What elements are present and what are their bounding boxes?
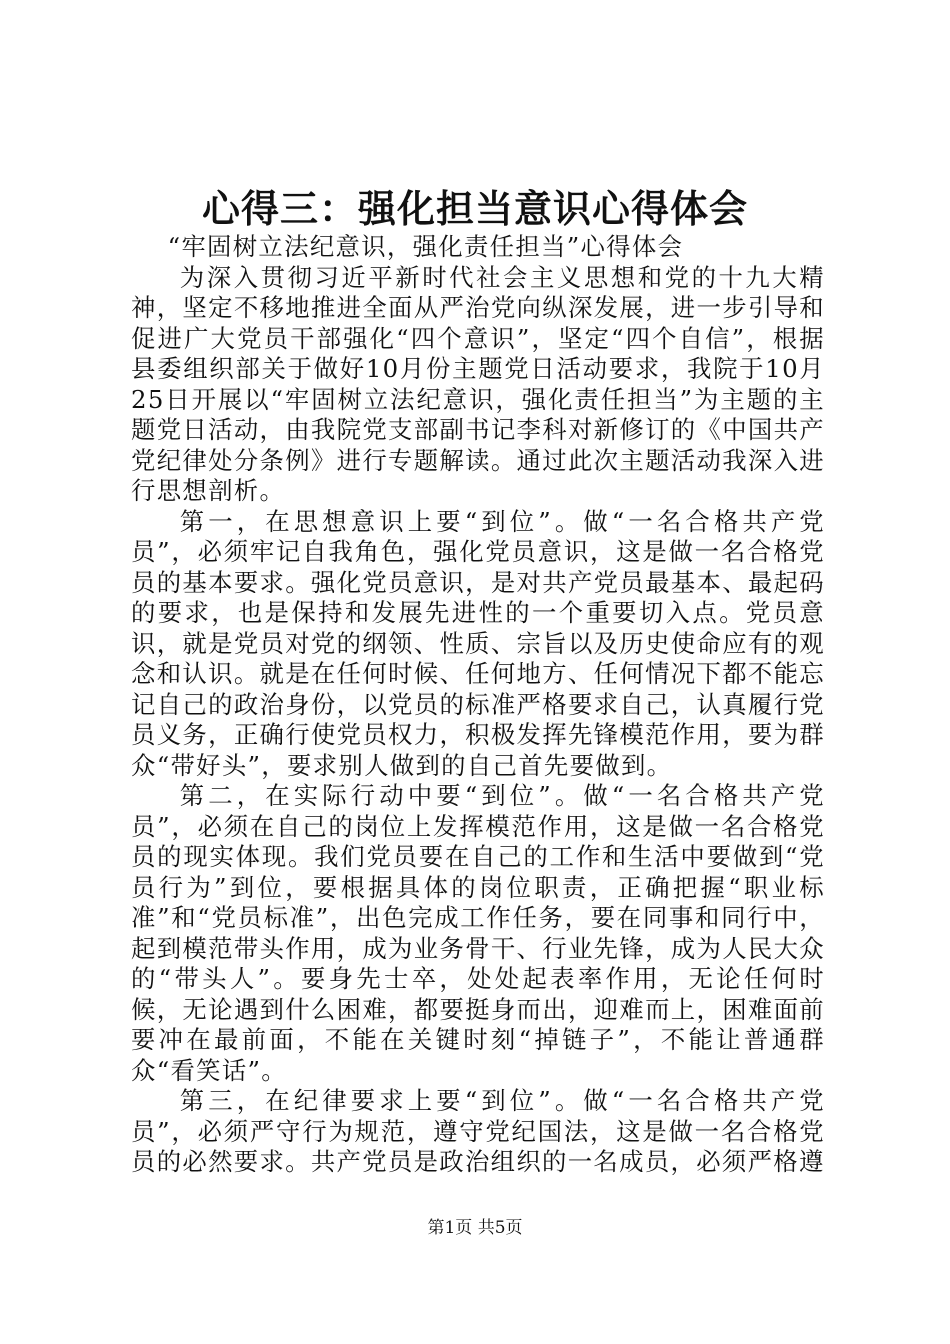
paragraph-third: 第三，在纪律要求上要“到位”。做“一名合格共产党员”，必须严守行为规范，遵守党纪国法，这是做一名合格党员的必然要求。共产党员是政治组织的一名成员，必须严格遵 [131, 1086, 825, 1176]
paragraph-intro: 为深入贯彻习近平新时代社会主义思想和党的十九大精神，坚定不移地推进全面从严治党向纵深发展，进一步引导和促进广大党员干部强化“四个意识”，坚定“四个自信”，根据县委组织部关于做好10月份主题党日活动要求，我院于10月25日开展以“牢固树立法纪意识，强化责任担当”为主题的主题党日活动，由我院党支部副书记李科对新修订的《中国共产党纪律处分条例》进行专题解读。通过此次主题活动我深入进行思想剖析。 [131, 262, 825, 505]
paragraph-first: 第一，在思想意识上要“到位”。做“一名合格共产党员”，必须牢记自我角色，强化党员意识，这是做一名合格党员的基本要求。强化党员意识，是对共产党员最基本、最起码的要求，也是保持和发展先进性的一个重要切入点。党员意识，就是党员对党的纲领、性质、宗旨以及历史使命应有的观念和认识。就是在任何时候、任何地方、任何情况下都不能忘记自己的政治身份，以党员的标准严格要求自己，认真履行党员义务，正确行使党员权力，积极发挥先锋模范作用，要为群众“带好头”，要求别人做到的自己首先要做到。 [131, 506, 825, 780]
page-number-footer: 第1页 共5页 [427, 1218, 523, 1238]
document-subtitle: “牢固树立法纪意识，强化责任担当”心得体会 [167, 232, 684, 261]
paragraph-second: 第二，在实际行动中要“到位”。做“一名合格共产党员”，必须在自己的岗位上发挥模范作用，这是做一名合格党员的现实体现。我们党员要在自己的工作和生活中要做到“党员行为”到位，要根据具体的岗位职责，正确把握“职业标准”和“党员标准”，出色完成工作任务，要在同事和同行中，起到模范带头作用，成为业务骨干、行业先锋，成为人民大众的“带头人”。要身先士卒，处处起表率作用，无论任何时候，无论遇到什么困难，都要挺身而出，迎难而上，困难面前要冲在最前面，不能在关键时刻“掉链子”，不能让普通群众“看笑话”。 [131, 781, 825, 1085]
document-body [131, 232, 825, 1178]
document-title: 心得三：强化担当意识心得体会 [201, 187, 748, 231]
